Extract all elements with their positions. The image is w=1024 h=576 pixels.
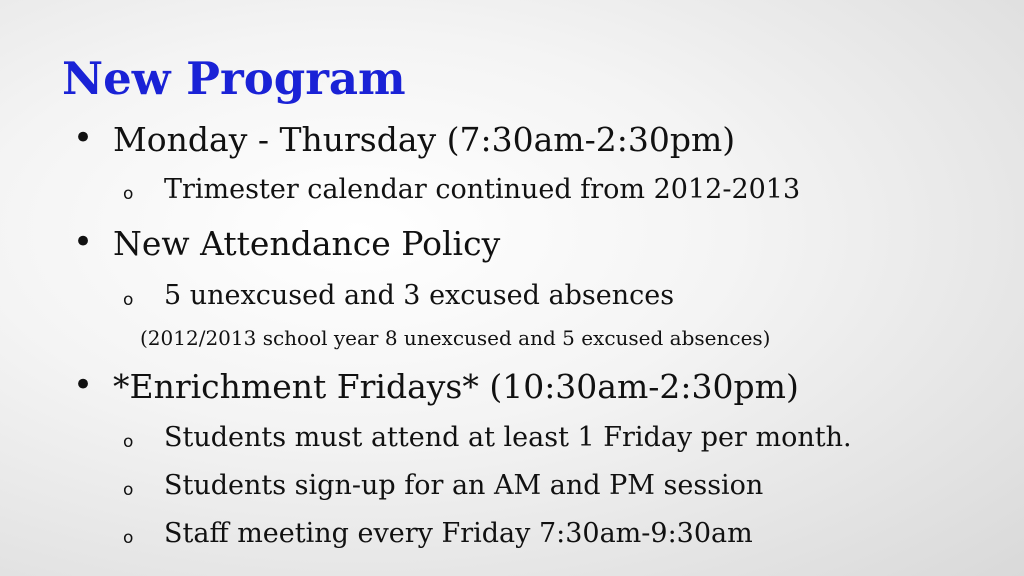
- sub-bullet-circle-icon: o: [123, 290, 134, 310]
- bullet-text: New Attendance Policy: [113, 224, 501, 263]
- slide-title: New Program: [62, 52, 406, 105]
- sub-bullet-circle-icon: o: [123, 528, 134, 548]
- sub-item-text: Trimester calendar continued from 2012-2013: [164, 174, 801, 205]
- sub-item-attend-friday: [123, 421, 852, 455]
- sub-item-absences: [123, 279, 675, 313]
- bullet-dot-icon: •: [73, 365, 94, 405]
- note-previous-year: [140, 325, 770, 351]
- bullet-item-enrichment-fridays: [73, 365, 799, 407]
- bullet-item-attendance: [73, 222, 501, 264]
- bullet-dot-icon: •: [73, 118, 94, 158]
- sub-item-sign-up: [123, 469, 764, 503]
- sub-bullet-circle-icon: o: [123, 184, 134, 204]
- sub-item-staff-meeting: [123, 517, 753, 551]
- bullet-item-schedule: [73, 118, 736, 160]
- sub-item-text: Students sign-up for an AM and PM session: [164, 470, 764, 501]
- note-text: (2012/2013 school year 8 unexcused and 5 excused absences): [140, 326, 771, 350]
- sub-item-text: Students must attend at least 1 Friday per month.: [164, 422, 852, 453]
- bullet-dot-icon: •: [73, 222, 94, 262]
- sub-item-text: Staff meeting every Friday 7:30am-9:30am: [164, 518, 753, 549]
- bullet-text: Monday - Thursday (7:30am-2:30pm): [113, 120, 736, 159]
- sub-item-trimester: [123, 173, 801, 207]
- sub-bullet-circle-icon: o: [123, 432, 134, 452]
- bullet-text: *Enrichment Fridays* (10:30am-2:30pm): [113, 367, 799, 406]
- sub-bullet-circle-icon: o: [123, 480, 134, 500]
- sub-item-text: 5 unexcused and 3 excused absences: [164, 280, 675, 311]
